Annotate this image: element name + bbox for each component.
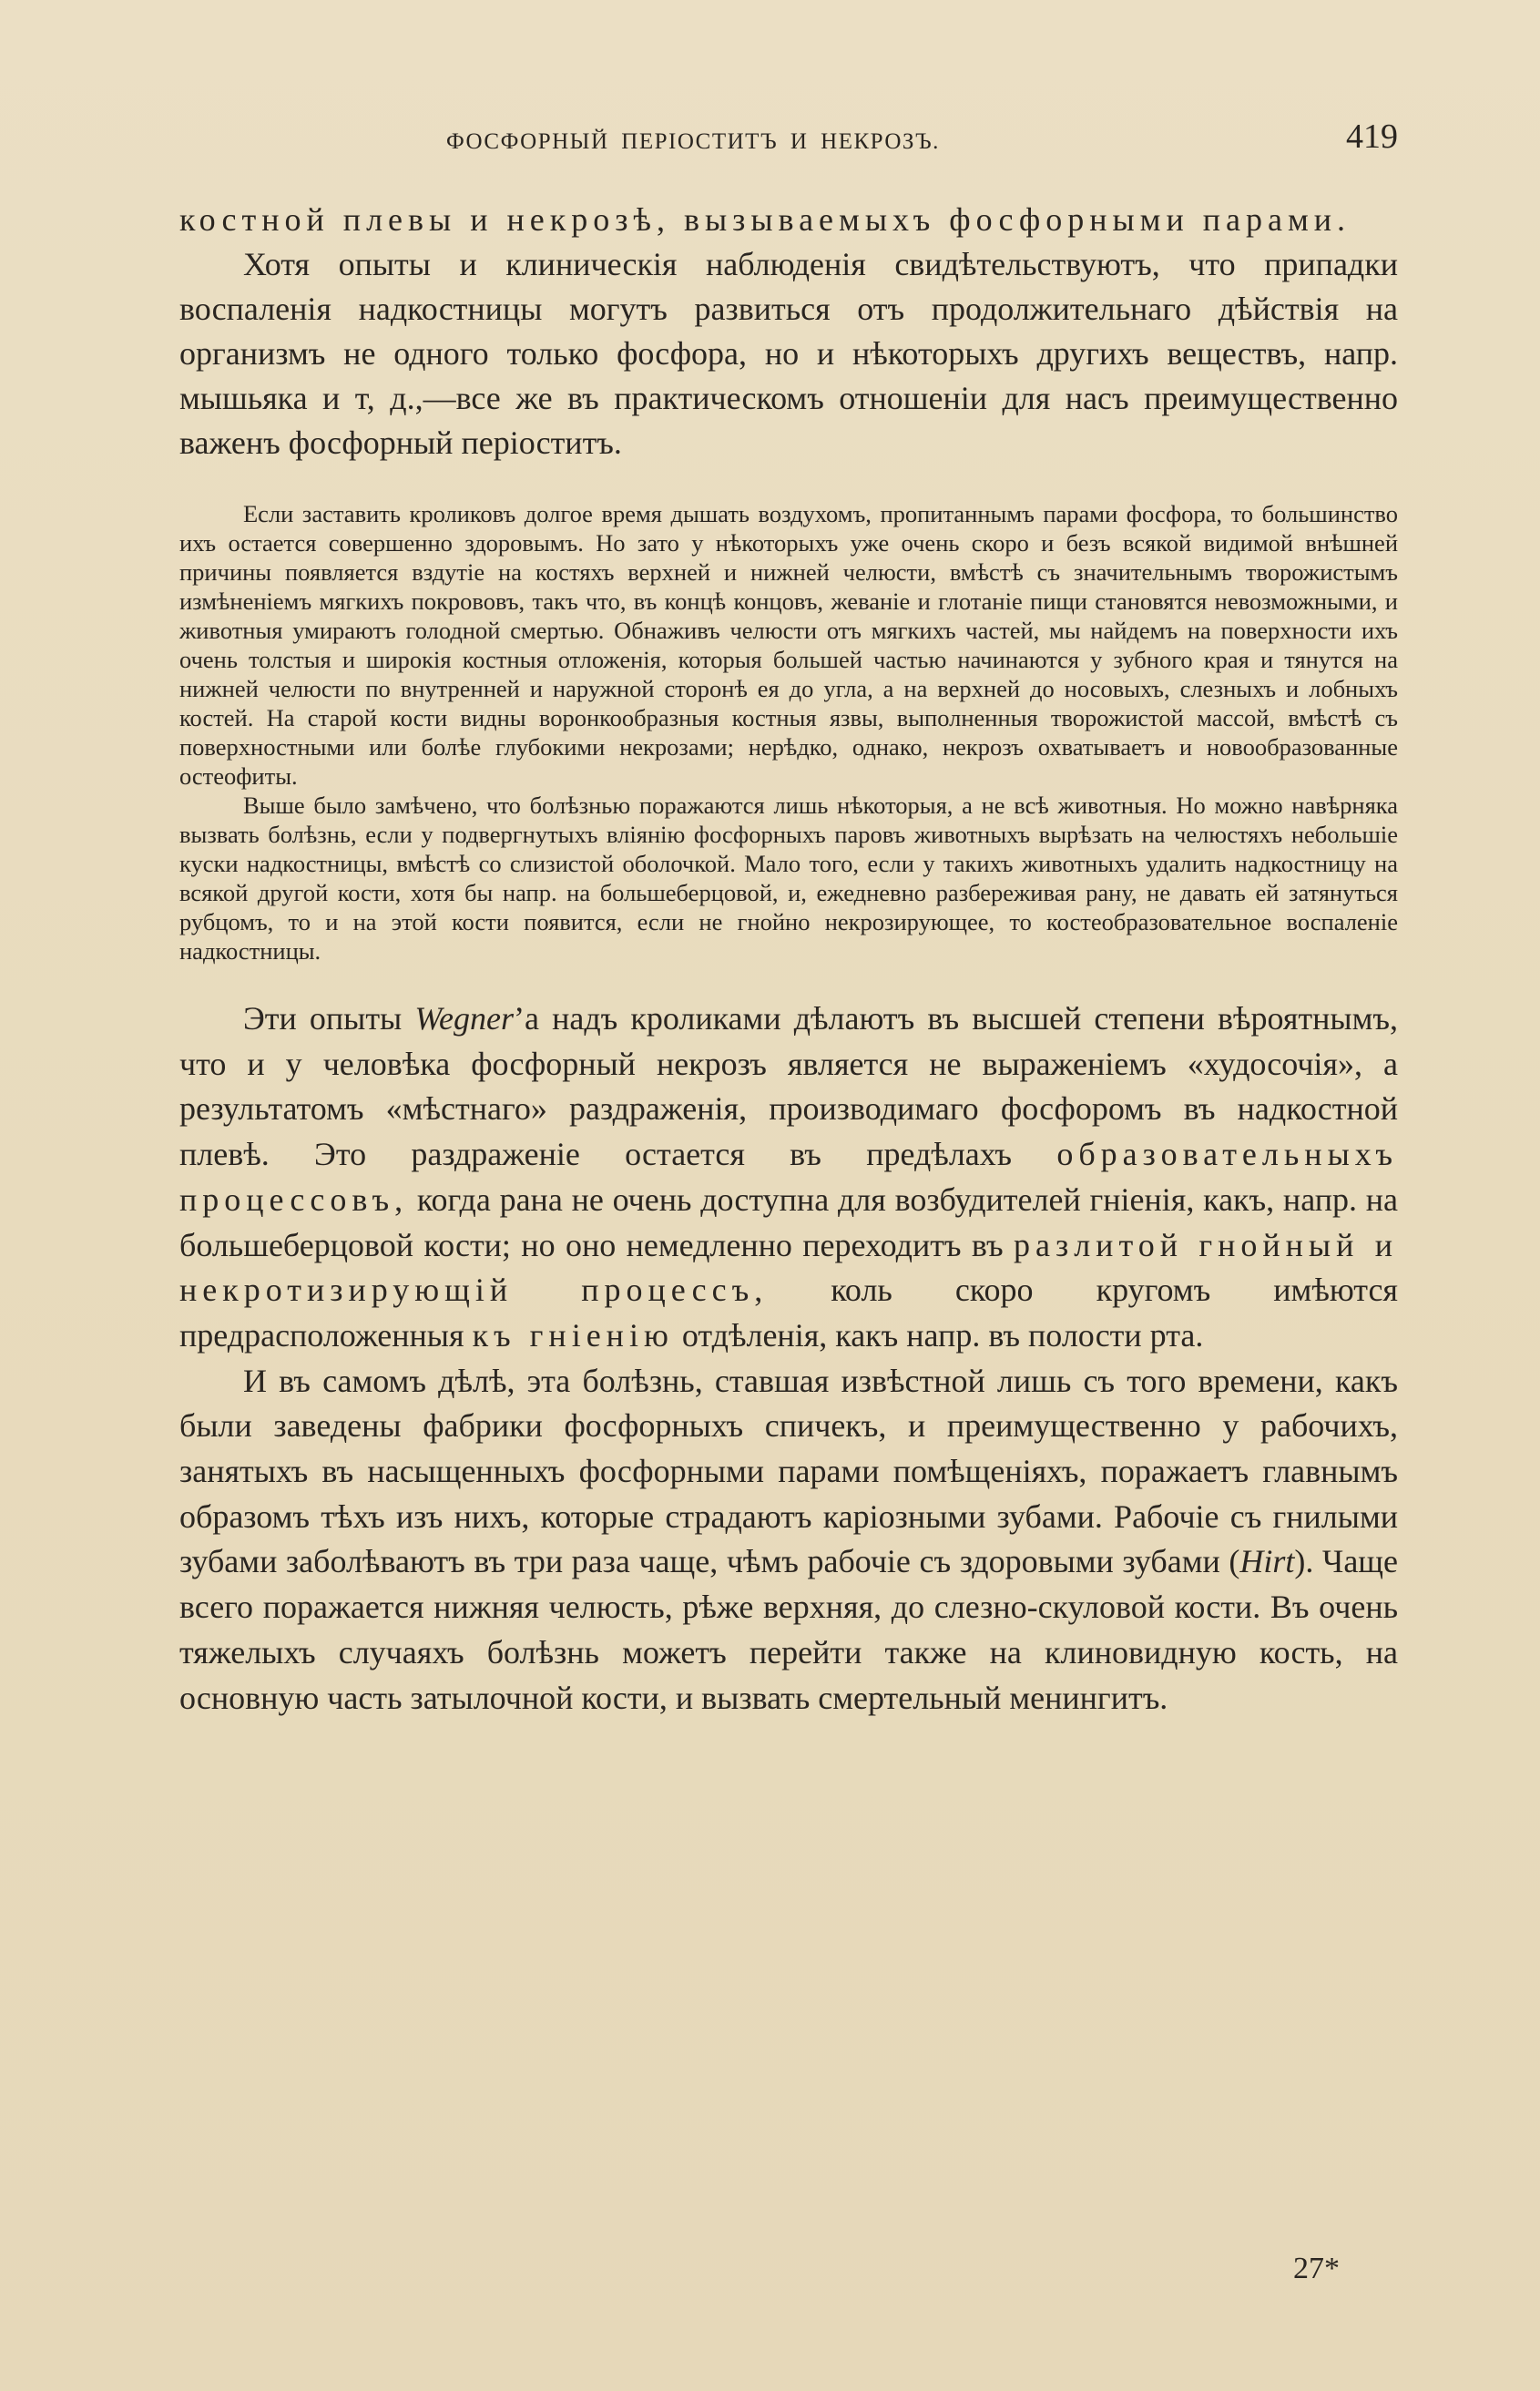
page-number: 419 bbox=[1346, 118, 1398, 156]
continuation-paragraph: костной плевы и некрозѣ, вызываемыхъ фосфорными парами. bbox=[179, 201, 1351, 238]
emphasis-text: разлитой гнойный и некротизирующій процессъ, bbox=[179, 1226, 1398, 1309]
paragraph: Эти опыты Wegner’а надъ кроликами дѣлаютъ въ высшей степени вѣроятнымъ, что и у человѣка фосфорный некрозъ является не выраженіемъ «худосочія», а результатомъ «мѣстнаго» раздраженія, производимаго фосфоромъ въ надкостной плевѣ. Это раздраженіе остается въ предѣлахъ образовательныхъ процессовъ, когда рана не очень доступна для возбудителей гніенія, какъ, напр. на большеберцовой кости; но оно немедленно переходитъ въ разлитой гнойный и некротизирующій процессъ, коль скоро кругомъ имѣются предрасположенныя къ гніенію отдѣленія, какъ напр. въ полости рта. bbox=[179, 1000, 1399, 1354]
paragraph: Хотя опыты и клиническія наблюденія свидѣтельствуютъ, что припадки воспаленія надкостницы могутъ развиться отъ продолжительнаго дѣйствія на организмъ не одного только фосфора, но и нѣкоторыхъ другихъ веществъ, напр. мышьяка и т, д.,—все же въ практическомъ отношеніи для насъ преимущественно важенъ фосфорный періоститъ. bbox=[179, 246, 1398, 461]
author-name: Wegner bbox=[414, 1000, 515, 1037]
emphasis-text: образовательныхъ процессовъ, bbox=[179, 1136, 1398, 1218]
page-body bbox=[179, 198, 1398, 1721]
main-text bbox=[179, 996, 1398, 1721]
small-print-section bbox=[179, 499, 1398, 966]
small-paragraph: Выше было замѣчено, что болѣзнью поражаются лишь нѣкоторыя, а не всѣ животныя. Но можно навѣрняка вызвать болѣзнь, если у подвергнутыхъ вліянію фосфорныхъ паровъ животныхъ вырѣзать на челюстяхъ небольшіе куски надкостницы, вмѣстѣ со слизистой оболочкой. Мало того, если у такихъ животныхъ удалить надкостницу на всякой другой кости, хотя бы напр. на большеберцовой, и, ежедневно разбереживая рану, не давать ей затянуться рубцомъ, то и на этой кости появится, если не гнойно некрозирующее, то костеобразовательное воспаленіе надкостницы. bbox=[179, 792, 1398, 965]
small-paragraph: Если заставить кроликовъ долгое время дышать воздухомъ, пропитаннымъ парами фосфора, то большинство ихъ остается совершенно здоровымъ. Но зато у нѣкоторыхъ уже очень скоро и безъ всякой видимой внѣшней причины появляется вздутіе на костяхъ верхней и нижней челюсти, вмѣстѣ съ значительнымъ творожистымъ измѣненіемъ мягкихъ покрововъ, такъ что, въ концѣ концовъ, жеваніе и глотаніе пищи становятся невозможными, и животныя умираютъ голодной смертью. Обнаживъ челюсти отъ мягкихъ частей, мы найдемъ на поверхности ихъ очень толстыя и широкія костныя отложенія, которыя большей частью начинаются у зубного края и тянутся на нижней челюсти по внутренней и наружной сторонѣ ея до угла, а на верхней до носовыхъ, слезныхъ и лобныхъ костей. На старой кости видны воронкообразныя костныя язвы, выполненныя творожистой массой, вмѣстѣ съ поверхностными или болѣе глубокими некрозами; нерѣдко, однако, некрозъ охватываетъ и новообразованные остеофиты. bbox=[179, 500, 1398, 790]
intro-text bbox=[179, 198, 1398, 465]
emphasis-text: къ гніенію bbox=[472, 1316, 674, 1354]
author-name: Hirt bbox=[1239, 1543, 1295, 1580]
paragraph: И въ самомъ дѣлѣ, эта болѣзнь, ставшая извѣстной лишь съ того времени, какъ были заведены фабрики фосфорныхъ спичекъ, и преимущественно у рабочихъ, занятыхъ въ насыщенныхъ фосфорными парами помѣщеніяхъ, поражаетъ главнымъ образомъ тѣхъ изъ нихъ, которые страдаютъ каріозными зубами. Рабочіе съ гнилыми зубами заболѣваютъ въ три раза чаще, чѣмъ рабочіе съ здоровыми зубами (Hirt). Чаще всего поражается нижняя челюсть, рѣже верхняя, до слезно-скуловой кости. Въ очень тяжелыхъ случаяхъ болѣзнь можетъ перейти также на клиновидную кость, на основную часть затылочной кости, и вызвать смертельный менингитъ. bbox=[179, 1362, 1398, 1716]
signature-mark: 27* bbox=[1293, 2252, 1340, 2285]
running-head: ФОСФОРНЫЙ ПЕРІОСТИТЪ И НЕКРОЗЪ. bbox=[446, 129, 940, 154]
page-header bbox=[182, 117, 1398, 171]
